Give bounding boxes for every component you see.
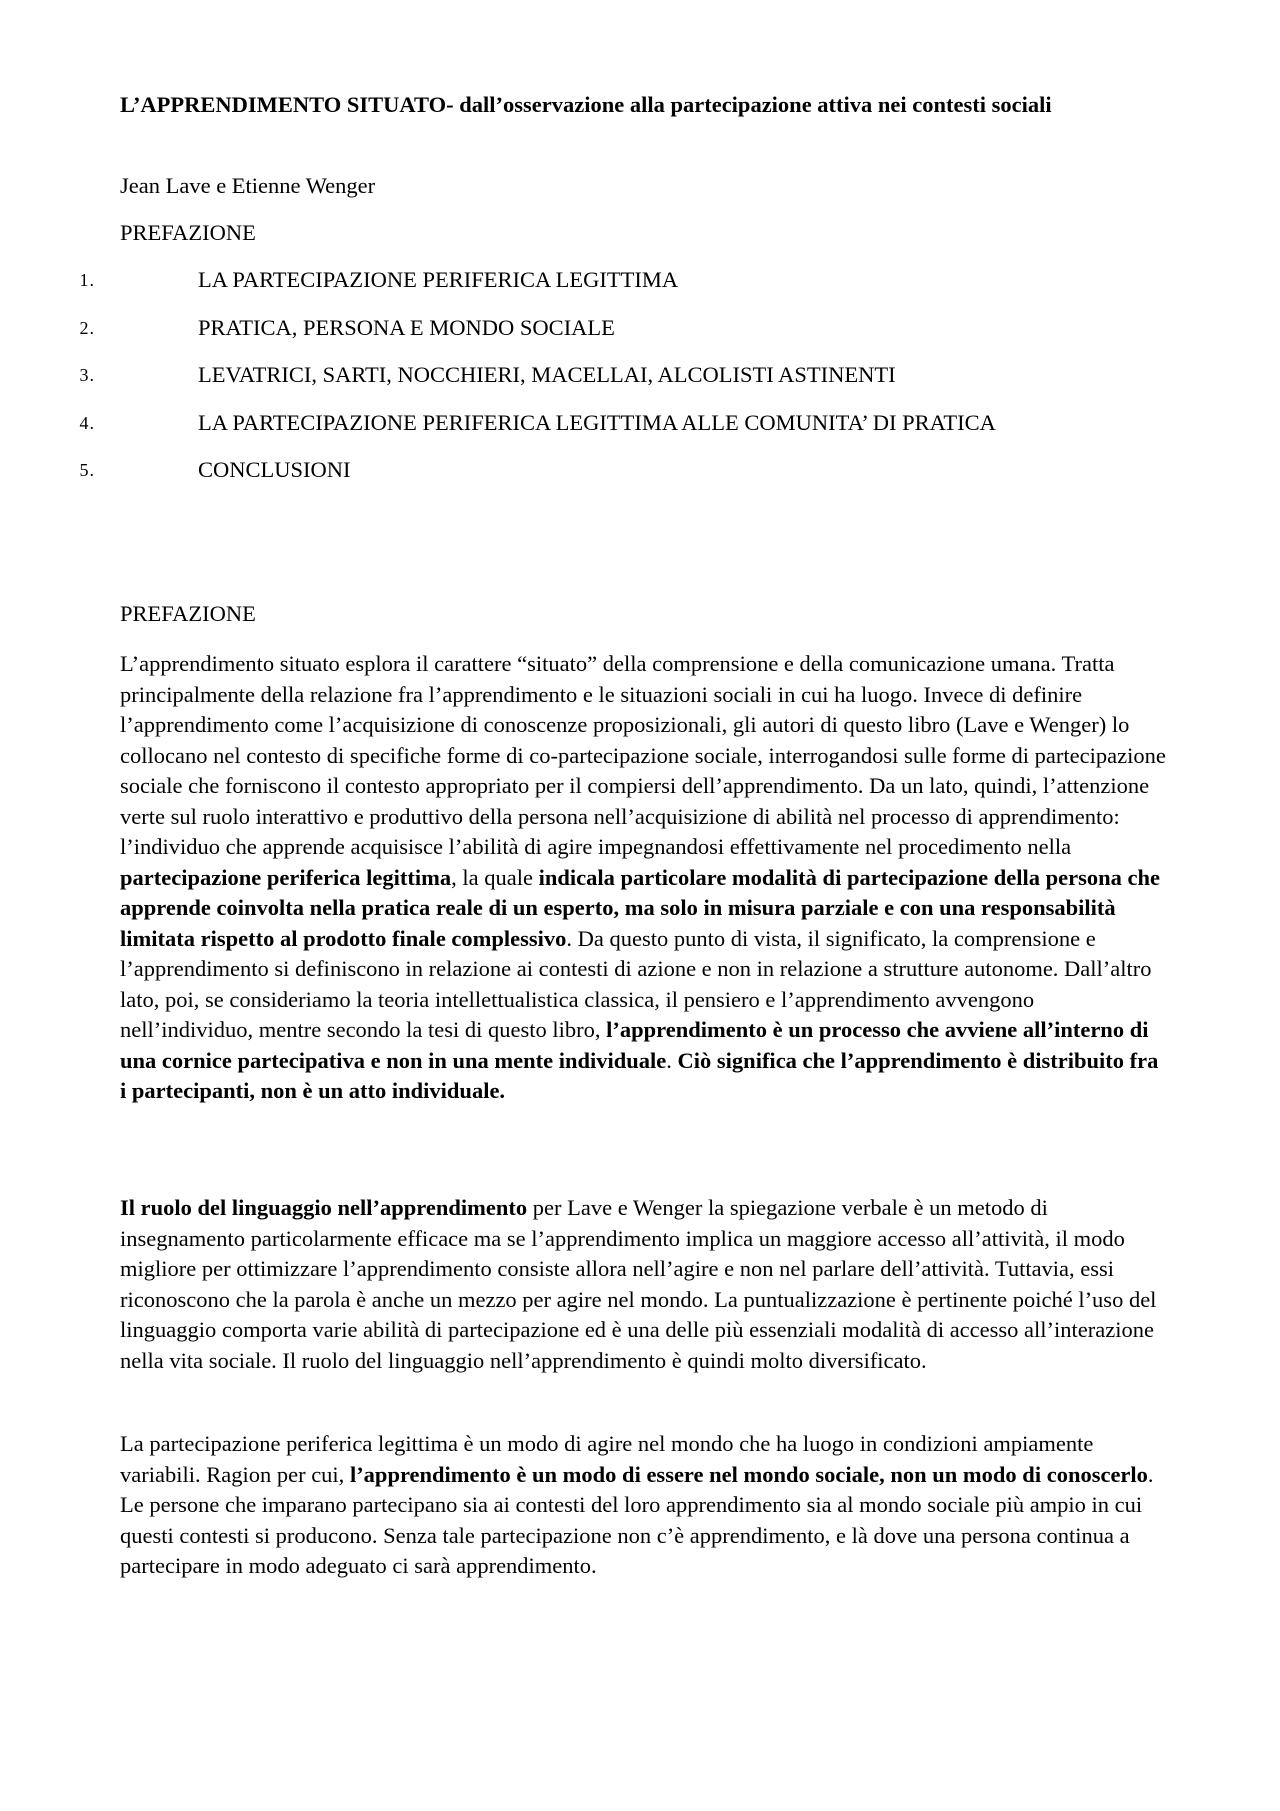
paragraph-text: .: [666, 1047, 678, 1073]
preface-heading: PREFAZIONE: [120, 601, 256, 626]
toc-item: [0, 313, 1200, 344]
paragraph-bold-text: l’apprendimento è un processo che avviene all’interno di una cornice partecipativa e non in una mente individuale: [120, 1017, 1149, 1073]
paragraph-text: . Da questo punto di vista, il significato, la comprensione e l’apprendimento si definiscono in relazione ai contesti di azione e non in relazione a strutture autonome. Dall’altro lato, poi, se consideriamo la teoria intellettualistica classica, il pensiero e l’apprendimento avvengono nell’individuo, mentre secondo la tesi di questo libro,: [120, 925, 1152, 1042]
toc-item-number: 4.: [79, 412, 95, 433]
paragraph-text: L’apprendimento situato esplora il carattere “situato” della comprensione e della comunicazione umana. Tratta principalmente della relazione fra l’apprendimento e le situazioni sociali in cui ha luogo. Invece di definire l’apprendimento come l’acquisizione di conoscenze proposizionali, gli autori di questo libro (Lave e Wenger) lo collocano nel contesto di specifiche forme di co-partecipazione sociale, interrogandosi sulle forme di partecipazione sociale che forniscono il contesto appropriato per il compiersi dell’apprendimento. Da un lato, quindi, l’attenzione verte sul ruolo interattivo e produttivo della persona nell’acquisizione di abilità nel processo di apprendimento: l’individuo che apprende acquisisce l’abilità di agire impegnandosi effettivamente nel procedimento nella: [120, 651, 1166, 859]
paragraph-bold-text: Ciò significa che l’apprendimento è distribuito fra i partecipanti, non è un atto individuale.: [120, 1047, 1159, 1103]
paragraph-bold-text: l’apprendimento è un modo di essere nel mondo sociale, non un modo di conoscerlo: [349, 1461, 1148, 1487]
paragraph-bold-text: indicala particolare modalità di partecipazione della persona che apprende coinvolta nella pratica reale di un esperto, ma solo in misura parziale e con una responsabilità limitata rispetto al prodotto finale complessivo: [120, 864, 1161, 951]
paragraph-text: . Le persone che imparano partecipano sia ai contesti del loro apprendimento sia al mondo sociale più ampio in cui questi contesti si producono. Senza tale partecipazione non c’è apprendimento, e là dove una persona continua a partecipare in modo adeguato ci sarà apprendimento.: [120, 1461, 1154, 1578]
toc-item: [0, 408, 1200, 439]
toc-item-label: LA PARTECIPAZIONE PERIFERICA LEGITTIMA ALLE COMUNITA’ DI PRATICA: [198, 409, 996, 435]
toc-item-label: PRATICA, PERSONA E MONDO SOCIALE: [198, 314, 615, 340]
paragraph-text: per Lave e Wenger la spiegazione verbale è un metodo di insegnamento particolarmente efficace ma se l’apprendimento implica un maggiore accesso all’attività, il modo migliore per ottimizzare l’apprendimento consiste allora nell’agire e non nel parlare dell’attività. Tuttavia, essi riconoscono che la parola è anche un mezzo per agire nel mondo. La puntualizzazione è pertinente poiché l’uso del linguaggio comporta varie abilità di partecipazione ed è una delle più essenziali modalità di accesso all’interazione nella vita sociale. Il ruolo del linguaggio nell’apprendimento è quindi molto diversificato.: [120, 1195, 1157, 1373]
toc-item-number: 5.: [79, 460, 95, 480]
preface-paragraph-3: [120, 1429, 1166, 1582]
paragraph-text: , la quale: [451, 864, 539, 890]
toc-item-label: LEVATRICI, SARTI, NOCCHIERI, MACELLAI, ALCOLISTI ASTINENTI: [198, 362, 896, 387]
preface-paragraph-2: [120, 1193, 1166, 1376]
toc-item-number: 2.: [79, 317, 95, 338]
document-authors: Jean Lave e Etienne Wenger: [120, 173, 376, 198]
paragraph-bold-text: partecipazione periferica legittima: [120, 864, 452, 890]
toc-item-number: 3.: [79, 365, 95, 385]
toc-item-number: 1.: [79, 270, 95, 290]
toc-item: [0, 360, 1200, 391]
toc-item: [0, 265, 1200, 296]
preface-paragraph-1: [120, 649, 1166, 1107]
toc-item-label: LA PARTECIPAZIONE PERIFERICA LEGITTIMA: [198, 267, 679, 292]
toc-item: [0, 455, 1200, 486]
toc-heading: PREFAZIONE: [120, 220, 256, 245]
toc-item-label: CONCLUSIONI: [198, 457, 351, 482]
paragraph-bold-text: Il ruolo del linguaggio nell’apprendimento: [120, 1195, 528, 1220]
paragraph-text: La partecipazione periferica legittima è un modo di agire nel mondo che ha luogo in condizioni ampiamente variabili. Ragion per cui,: [120, 1431, 1094, 1487]
document-title: L’APPRENDIMENTO SITUATO- dall’osservazione alla partecipazione attiva nei contesti sociali: [120, 92, 1052, 117]
